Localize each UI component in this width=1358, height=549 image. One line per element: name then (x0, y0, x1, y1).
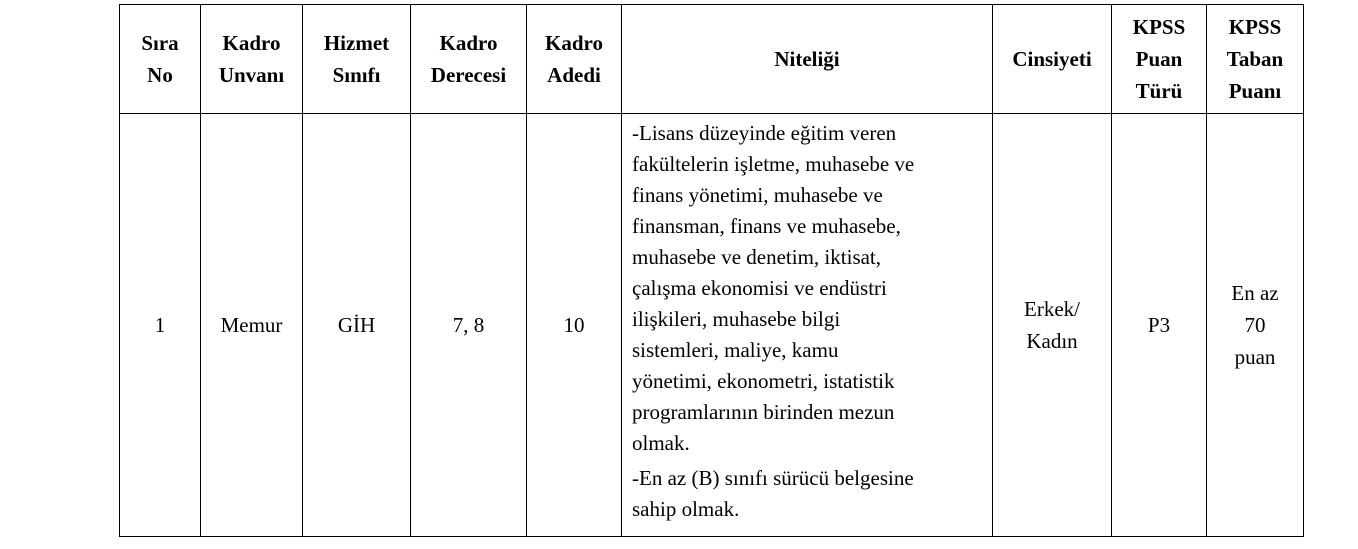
cell-kadro-adedi: 10 (527, 114, 622, 537)
header-row (120, 5, 1304, 114)
cell-hizmet-sinifi: GİH (303, 114, 411, 537)
cell-kpss-taban-puani: En az 70 puan (1207, 114, 1304, 537)
header-kpss-taban-puani: KPSS Taban Puanı (1207, 5, 1304, 114)
header-kadro-adedi: Kadro Adedi (527, 5, 622, 114)
header-niteligi: Niteliği (622, 5, 993, 114)
cell-kadro-derecesi: 7, 8 (411, 114, 527, 537)
table-row (120, 114, 1304, 537)
cell-sira-no: 1 (120, 114, 201, 537)
kadro-table (119, 4, 1304, 537)
header-kpss-puan-turu: KPSS Puan Türü (1112, 5, 1207, 114)
cell-niteligi (622, 114, 993, 537)
header-cinsiyeti: Cinsiyeti (993, 5, 1112, 114)
niteligi-paragraph-education: -Lisans düzeyinde eğitim veren fakültelerin işletme, muhasebe ve finans yönetimi, muhasebe ve finansman, finans ve muhasebe, muhasebe ve denetim, iktisat, çalışma ekonomisi ve endüstri ilişkileri, muhasebe bilgi sistemleri, maliye, kamu yönetimi, ekonometri, istatistik programlarının birinden mezun olmak. (632, 121, 915, 455)
header-kadro-unvani: Kadro Unvanı (201, 5, 303, 114)
header-kadro-derecesi: Kadro Derecesi (411, 5, 527, 114)
header-hizmet-sinifi: Hizmet Sınıfı (303, 5, 411, 114)
cell-cinsiyeti: Erkek/ Kadın (993, 114, 1112, 537)
header-sira-no: Sıra No (120, 5, 201, 114)
cell-kpss-puan-turu: P3 (1112, 114, 1207, 537)
niteligi-paragraph-license: -En az (B) sınıfı sürücü belgesine sahip olmak. (632, 466, 914, 521)
cell-kadro-unvani: Memur (201, 114, 303, 537)
